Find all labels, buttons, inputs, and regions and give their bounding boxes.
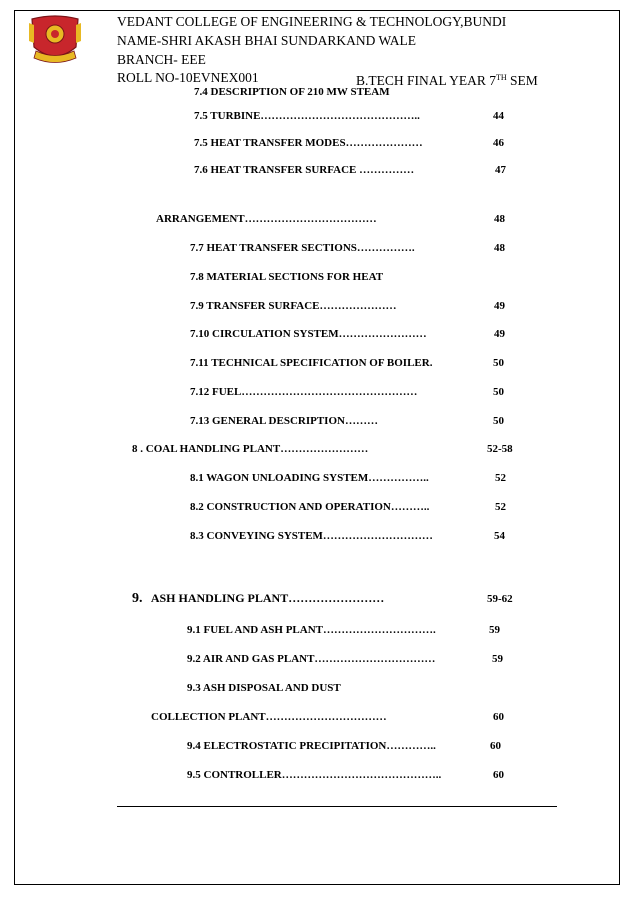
toc-label: 9.5 CONTROLLER…………………………………….. [187, 769, 442, 781]
toc-page: 47 [495, 164, 506, 176]
toc-label: 8.2 CONSTRUCTION AND OPERATION……….. [190, 501, 430, 513]
toc-page: 59 [492, 653, 503, 665]
toc-label: 7.11 TECHNICAL SPECIFICATION OF BOILER. [190, 357, 433, 369]
toc-page: 52 [495, 501, 506, 513]
toc-label: 9.4 ELECTROSTATIC PRECIPITATION………….. [187, 740, 436, 752]
toc-page: 60 [493, 711, 504, 723]
toc-page: 49 [494, 300, 505, 312]
toc-label: 9.3 ASH DISPOSAL AND DUST [187, 682, 341, 694]
toc-label: 7.4 DESCRIPTION OF 210 MW STEAM [194, 86, 390, 98]
footer-rule [117, 806, 557, 807]
toc-page: 60 [493, 769, 504, 781]
toc-section-number: 9. [132, 591, 143, 606]
toc-label: 9.1 FUEL AND ASH PLANT…………………………. [187, 624, 436, 636]
toc-page: 48 [494, 242, 505, 254]
degree-superscript: TH [496, 73, 507, 82]
toc-label: 7.12 FUEL………………………………………… [190, 386, 418, 398]
toc-label: 9.2 AIR AND GAS PLANT…………………………… [187, 653, 436, 665]
toc-label: 7.7 HEAT TRANSFER SECTIONS……………. [190, 242, 415, 254]
degree-prefix: B.TECH FINAL YEAR 7 [356, 73, 496, 88]
toc-page: 48 [494, 213, 505, 225]
toc-page: 44 [493, 110, 504, 122]
toc-row-9 [132, 592, 384, 605]
toc-page: 49 [494, 328, 505, 340]
toc-label: 8.3 CONVEYING SYSTEM………………………… [190, 530, 433, 542]
toc-page: 46 [493, 137, 504, 149]
toc-label: 7.13 GENERAL DESCRIPTION……… [190, 415, 378, 427]
toc-label: 7.10 CIRCULATION SYSTEM…………………… [190, 328, 427, 340]
branch: BRANCH- EEE [117, 52, 206, 67]
degree-suffix: SEM [506, 73, 538, 88]
toc-label: 7.8 MATERIAL SECTIONS FOR HEAT [190, 271, 384, 283]
toc-page: 50 [493, 386, 504, 398]
toc-label: 7.9 TRANSFER SURFACE………………… [190, 300, 397, 312]
toc-label: 8.1 WAGON UNLOADING SYSTEM…………….. [190, 472, 429, 484]
student-name: NAME-SHRI AKASH BHAI SUNDARKAND WALE [117, 33, 417, 48]
toc-page: 50 [493, 415, 504, 427]
toc-page: 52 [495, 472, 506, 484]
toc-label: ARRANGEMENT……………………………… [156, 213, 377, 225]
college-crest-icon [26, 13, 84, 68]
toc-label: 7.5 HEAT TRANSFER MODES………………… [194, 137, 423, 149]
toc-page: 54 [494, 530, 505, 542]
toc-page: 60 [490, 740, 501, 752]
toc-page: 59 [489, 624, 500, 636]
toc-page: 52-58 [487, 443, 513, 455]
toc-label: 7.6 HEAT TRANSFER SURFACE …………… [194, 164, 415, 176]
toc-page: 59-62 [487, 593, 513, 605]
roll-number: ROLL NO-10EVNEX001 [117, 70, 259, 85]
toc-label: 8 . COAL HANDLING PLANT…………………… [132, 443, 369, 455]
college-name: VEDANT COLLEGE OF ENGINEERING & TECHNOLOGY,BUNDI [117, 14, 507, 29]
toc-page: 50 [493, 357, 504, 369]
toc-label: COLLECTION PLANT…………………………… [151, 711, 387, 723]
toc-label: ASH HANDLING PLANT…………………… [150, 591, 385, 605]
toc-label: 7.5 TURBINE…………………………………….. [194, 110, 420, 122]
